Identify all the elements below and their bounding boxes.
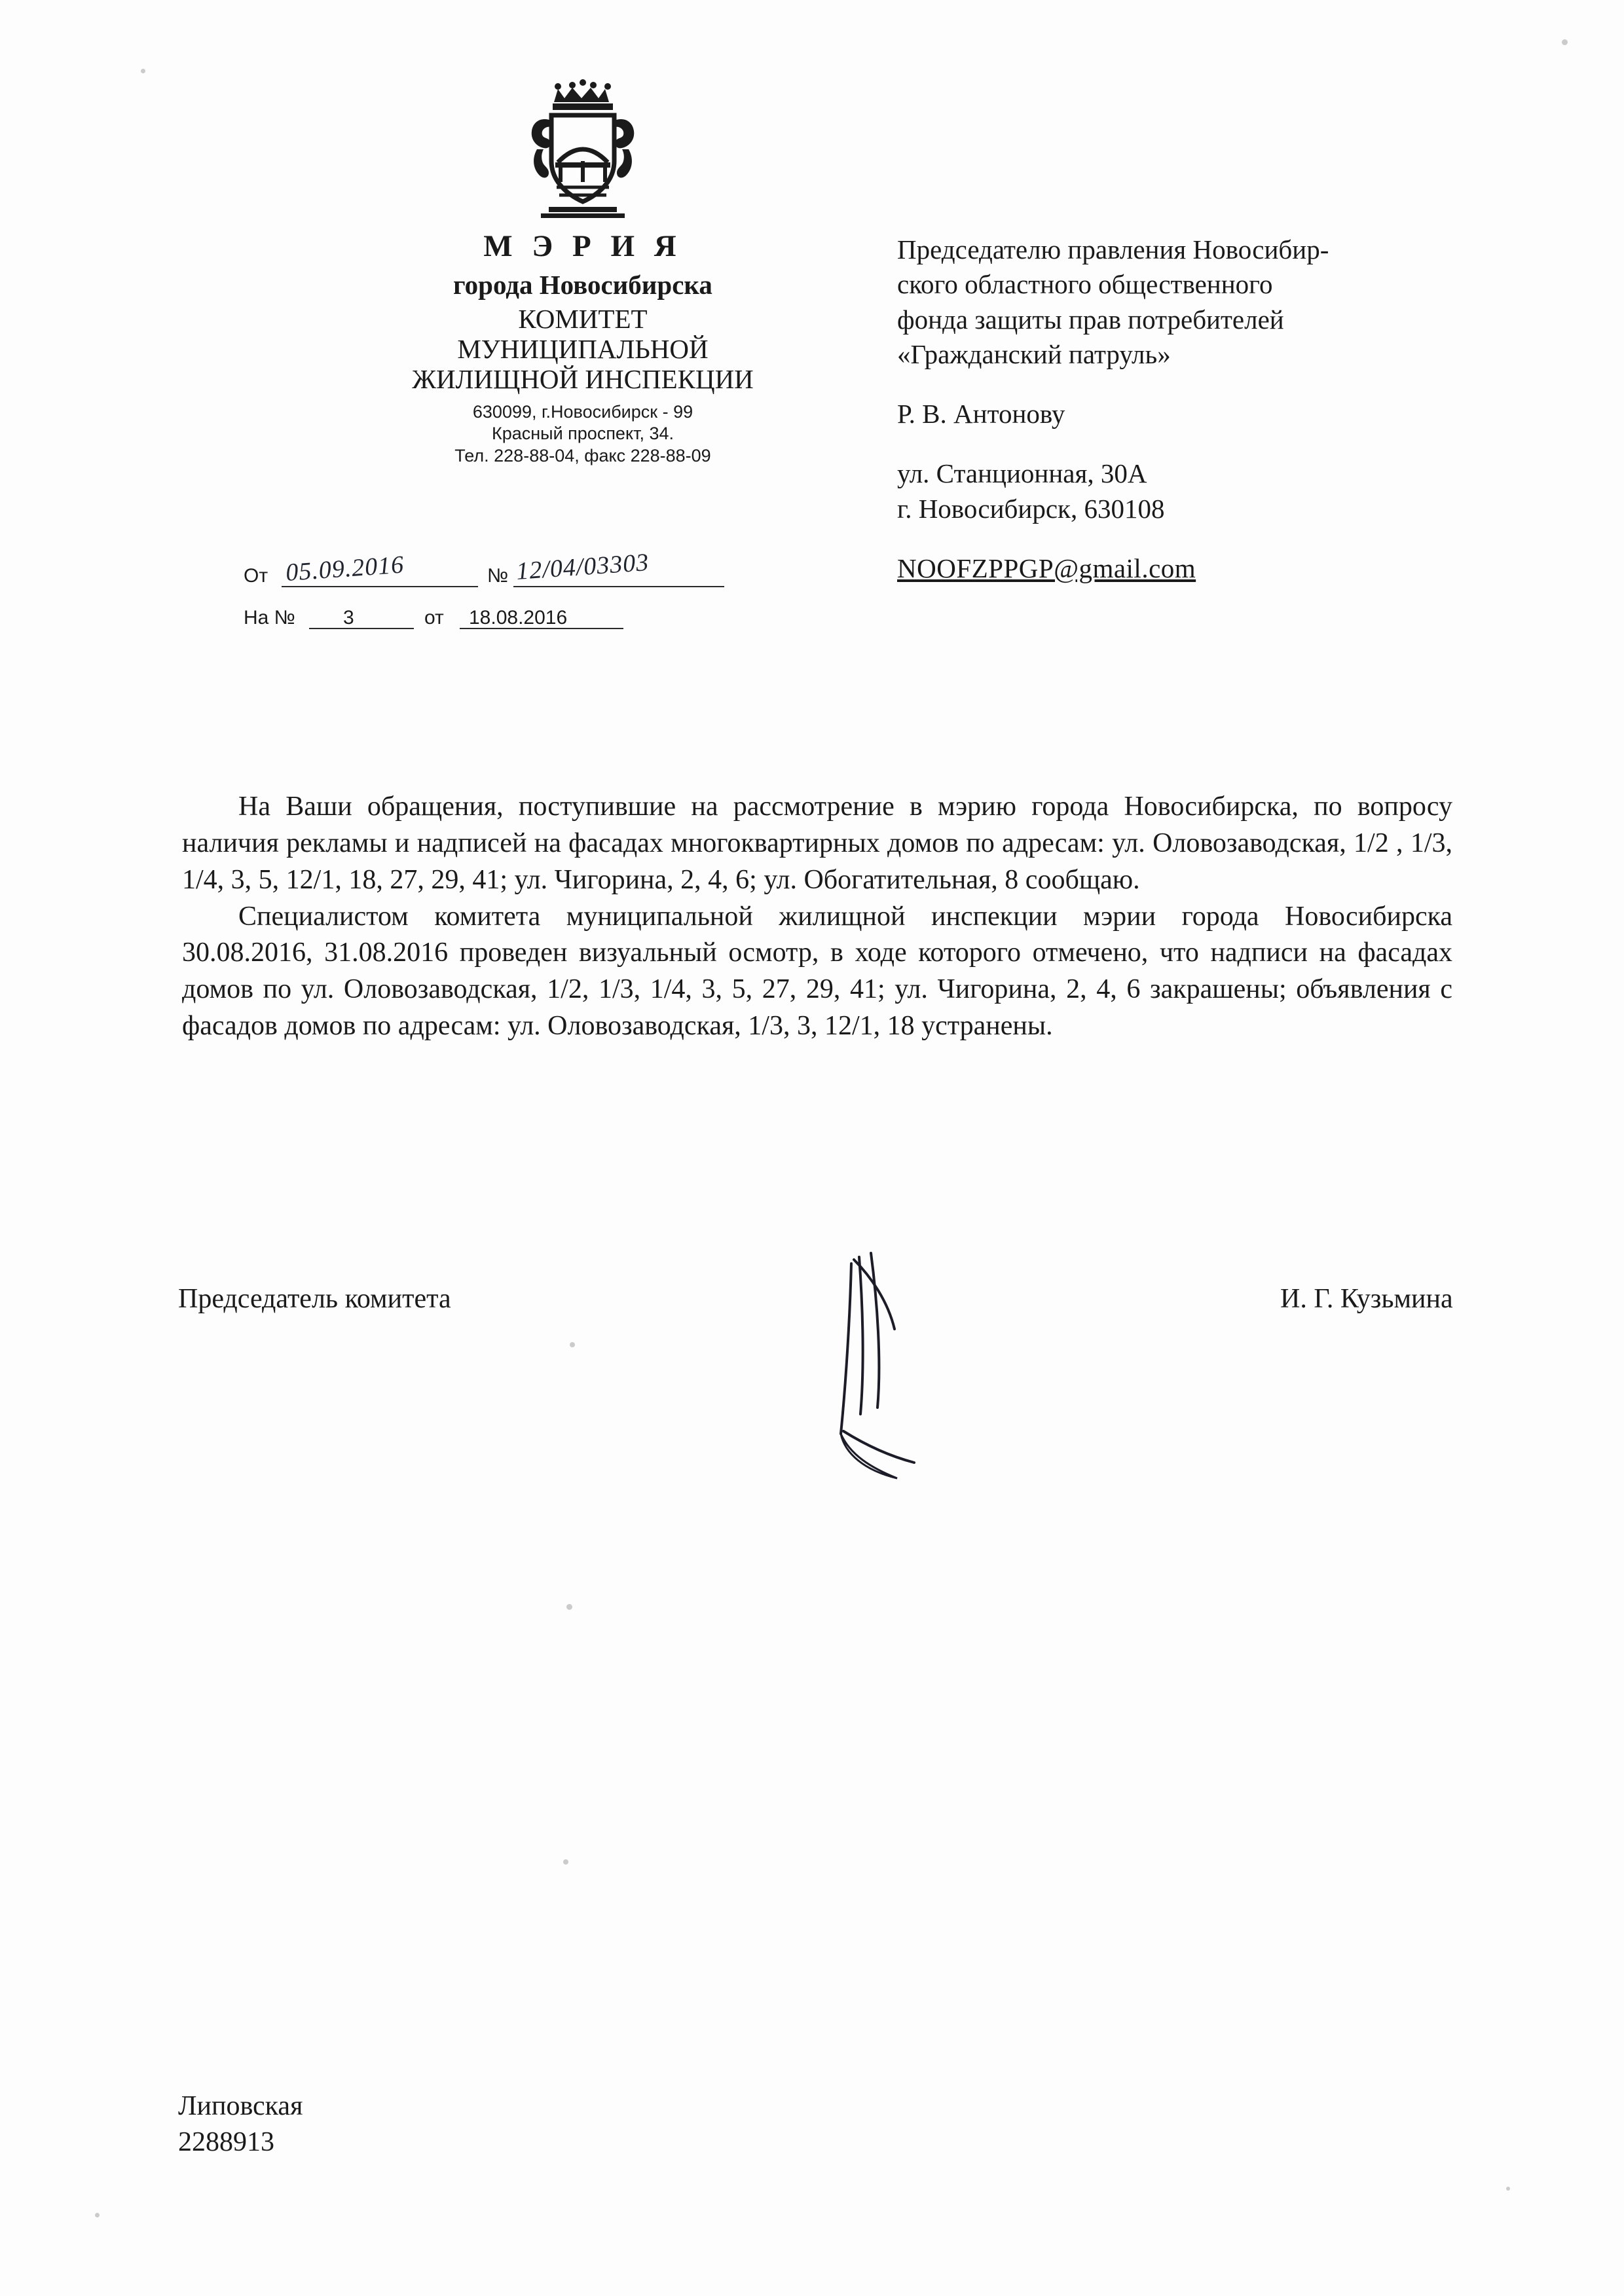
addressee-line-2: ского областного общественного — [897, 269, 1273, 300]
addressee-line-1: Председателю правления Новосибир- — [897, 234, 1329, 264]
letterhead — [308, 79, 858, 467]
body-paragraph-1: На Ваши обращения, поступившие на рассмотрение в мэрию города Новосибирска, по вопросу наличия рекламы и надписей на фасадах многоквартирных домов по адресам: ул. Оловозаводская, 1/2 , 1/3, 1/4, 3, 5, 12/1, 18, 27, 29, 41; ул. Чигорина, 2, 4, 6; ул. Обогатительная, 8 сообщаю. — [182, 792, 1452, 895]
addressee-line-4: «Гражданский патруль» — [897, 338, 1171, 369]
org-name-line-5: ЖИЛИЩНОЙ ИНСПЕКЦИИ — [412, 363, 754, 394]
executor-block — [178, 2088, 303, 2160]
outgoing-number-value: 12/04/03303 — [515, 548, 650, 586]
org-name-line-1: М Э Р И Я — [483, 229, 682, 263]
addressee-line-3: фонда защиты прав потребителей — [897, 304, 1284, 335]
from-label: От — [244, 565, 268, 587]
body-paragraph-2: Специалистом комитета муниципальной жилищной инспекции мэрии города Новосибирска 30.08.2016, 31.08.2016 проведен визуальный осмотр, в ходе которого отмечено, что надписи на фасадах домов по ул. Оловозаводская, 1/2, 1/3, 1/4, 3, 5, 27, 29, 41; ул. Чигорина, 2, 4, 6 закрашены; объявления с фасадов домов по адресам: ул. Оловозаводская, 1/3, 3, 12/1, 18 устранены. — [182, 901, 1452, 1042]
scan-speck — [566, 1604, 572, 1610]
reply-to-date-label: от — [424, 607, 444, 629]
org-name-line-4: МУНИЦИПАЛЬНОЙ — [457, 333, 709, 364]
signer-name: И. Г. Кузьмина — [1280, 1284, 1453, 1314]
org-address-line-1: 630099, г.Новосибирск - 99 — [472, 401, 693, 422]
addressee-city: г. Новосибирск, 630108 — [897, 493, 1165, 524]
letter-body — [182, 789, 1452, 1045]
org-name-line-2: города Новосибирска — [453, 270, 712, 300]
addressee-email[interactable]: NOOFZPPGP@gmail.com — [897, 553, 1196, 584]
org-name-line-3: КОМИТЕТ — [518, 304, 648, 334]
signer-position: Председатель комитета — [178, 1284, 451, 1314]
outgoing-date-value: 05.09.2016 — [285, 551, 405, 587]
reply-to-label: На № — [244, 607, 295, 629]
handwritten-signature-icon — [773, 1237, 995, 1499]
number-label: № — [487, 565, 509, 587]
executor-name: Липовская — [178, 2091, 303, 2121]
reference-block — [244, 548, 767, 634]
scan-speck — [1506, 2187, 1510, 2191]
scan-speck — [570, 1342, 575, 1347]
scan-speck — [563, 1859, 568, 1865]
scan-speck — [1562, 39, 1568, 45]
reply-to-number-value: 3 — [343, 607, 354, 629]
reference-row-incoming — [244, 602, 767, 634]
coat-of-arms-icon — [517, 79, 648, 219]
org-address-line-3: Тел. 228-88-04, факс 228-88-09 — [454, 446, 711, 466]
org-address-line-2: Красный проспект, 34. — [492, 424, 674, 444]
reply-to-date-value: 18.08.2016 — [469, 607, 568, 629]
addressee-block — [897, 232, 1552, 586]
scan-speck — [141, 69, 145, 73]
reference-row-outgoing — [244, 548, 767, 592]
org-address — [308, 401, 858, 467]
addressee-person: Р. В. Антонову — [897, 399, 1065, 429]
addressee-street: ул. Станционная, 30А — [897, 458, 1147, 489]
scan-speck — [95, 2213, 100, 2217]
executor-phone: 2288913 — [178, 2126, 274, 2157]
